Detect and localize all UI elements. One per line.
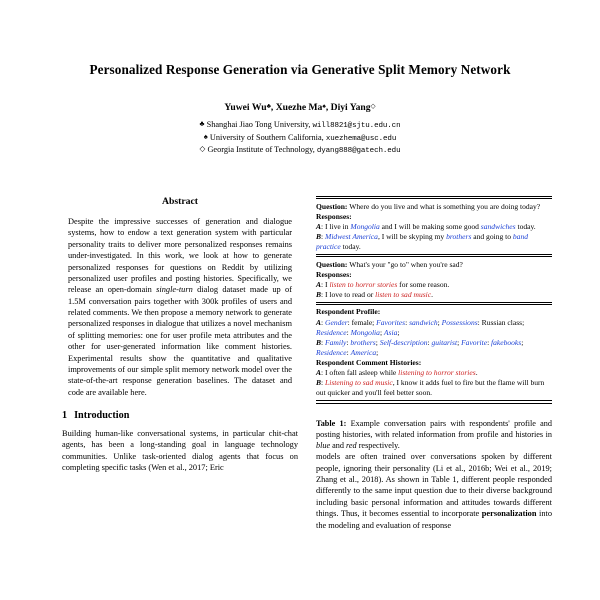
run-blue: Favorites: [376, 317, 406, 327]
table-response-a-1: [316, 222, 552, 232]
run-plain: :: [405, 317, 410, 327]
run-plain: and I will be making some good: [379, 221, 481, 231]
run-blue: Self-description: [379, 337, 428, 347]
right-column: [316, 196, 552, 600]
run-plain: I often fall asleep while: [325, 367, 399, 377]
run-blue: sandwiches: [480, 221, 516, 231]
run-plain: :: [346, 337, 351, 347]
profile-heading: Respondent Profile:: [316, 307, 381, 317]
author-symbol-2: ♠: [322, 102, 326, 110]
run-plain: , I will be skyping my: [377, 231, 447, 241]
responses-label-1: Responses:: [316, 211, 352, 221]
run-blue: Asia: [383, 327, 398, 337]
run-plain: :: [346, 347, 351, 357]
run-plain: .: [475, 367, 478, 377]
author-symbol-1: ♣: [266, 102, 271, 110]
question-text-1: Where do you live and what is something you are doing today?: [347, 201, 541, 211]
run-plain: I: [325, 279, 330, 289]
table-history-heading: [316, 358, 552, 368]
author-name-3: Diyi Yang: [330, 101, 371, 113]
abstract-text-part-1: Despite the impressive successes of generation and dialogue systems, how to endow a text generation system with particular personality traits to deliver more personalized responses remains under-investigated. In this work, we look at how to generate personalized responses for questions on Reddit by utilizing personalized user profiles and posting histories. Specifically, we release an open-domain: [68, 217, 292, 295]
author-name-2: Xuezhe Ma: [275, 101, 323, 113]
run-plain: ;: [375, 337, 380, 347]
run-plain: .: [431, 289, 433, 299]
author-sep-1: ,: [270, 101, 276, 113]
affiliation-list: [0, 115, 600, 157]
run-red: listen to horror stories: [329, 279, 398, 289]
question-text-2: What's your "go to" when you're sad?: [347, 259, 463, 269]
colon: :: [321, 337, 326, 347]
run-blue: Gender: [325, 317, 348, 327]
affiliation-row-3: [30, 144, 570, 157]
run-blue: Mongolia: [350, 327, 380, 337]
speaker-b-4: B: [316, 377, 322, 387]
run-red: listen to sad music: [375, 289, 432, 299]
abstract-text-part-2: dialog dataset made up of 1.5M conversation pairs together with 300k profiles of users and related comments. We then propose a memory network to generate personalized responses in dialogue that utilizes a novel mechanism of splitting memories: one for user profile meta attributes and the other for user-generated information like comment histories. Experimental results show the quantitative and qualitative improvements of our simple split memory network model over the state-of-the-art response generation baselines. The dataset and code are available here.: [68, 285, 292, 397]
speaker-a-4: A: [316, 367, 322, 377]
table-1: [316, 196, 552, 404]
section-title: Introduction: [74, 410, 130, 421]
run-plain: ;: [521, 337, 524, 347]
section-heading-introduction: [62, 410, 298, 421]
speaker-a-3: A: [316, 317, 322, 327]
run-plain: :: [487, 337, 492, 347]
table-history-b: [316, 378, 552, 398]
colon: :: [321, 289, 326, 299]
table-caption: [316, 418, 552, 452]
colon: :: [321, 279, 326, 289]
run-blue: Residence: [316, 327, 347, 337]
run-plain: I love to read or: [325, 289, 376, 299]
speaker-b-2: B: [316, 289, 322, 299]
caption-blue-word: blue: [316, 441, 331, 451]
section-number: 1: [62, 410, 68, 421]
run-plain: ;: [379, 327, 384, 337]
rich-2b: [325, 290, 433, 299]
run-plain: ;: [437, 317, 442, 327]
affiliation-row-2: [30, 132, 570, 145]
responses-label-2: Responses:: [316, 269, 352, 279]
abstract-body: [62, 216, 298, 398]
author-list: [0, 78, 600, 115]
table-profile-a: [316, 318, 552, 338]
abstract-heading: Abstract: [161, 196, 199, 207]
affiliation-email-1: will8821@sjtu.edu.cn: [312, 121, 401, 130]
run-blue: band practice: [316, 231, 528, 251]
table-rule-bottom: [316, 400, 552, 403]
question-label-2: Question:: [316, 259, 348, 269]
rich-1b: [316, 232, 528, 251]
run-plain: : Russian class;: [477, 317, 525, 327]
table-response-b-1: [316, 232, 552, 252]
table-rule-2: [316, 302, 552, 305]
rich-3a: [316, 318, 524, 337]
right-column-paragraph: [316, 451, 552, 531]
table-rule-top: [316, 196, 552, 199]
affiliation-email-2: xuezhema@usc.edu: [325, 134, 397, 143]
rich-4b: [316, 378, 544, 397]
question-label-1: Question:: [316, 201, 348, 211]
run-blue: Family: [325, 337, 347, 347]
table-rule-1: [316, 254, 552, 257]
run-red: listening to horror stories: [398, 367, 476, 377]
right-text-part-1: models are often trained over conversations spoken by different people, ignoring their personality (Li et al., 2016b; Wei et al., 2019; Zhang et al., 2018). As shown in Table 1, different people responded differently to the same input question due to their diverse background including basic personal information and attitudes towards different things. Thus, it becomes essential to incorporate: [316, 452, 552, 519]
caption-label: Table 1:: [316, 418, 347, 428]
rich-1a: [325, 222, 536, 231]
caption-text-1: Example conversation pairs with respondents' profile and posting histories, with related information from profile and histories in: [316, 418, 552, 439]
left-column: [62, 196, 298, 600]
rich-4a: [325, 368, 478, 377]
table-question-1: [316, 202, 552, 212]
run-blue: guitarist: [431, 337, 458, 347]
colon: :: [321, 231, 326, 241]
run-red: Listening to sad music: [325, 377, 393, 387]
caption-text-2: respectively.: [356, 441, 400, 451]
run-blue: sandwich: [409, 317, 438, 327]
colon: :: [321, 317, 326, 327]
run-plain: and going to: [471, 231, 513, 241]
affiliation-institution-1: Shanghai Jiao Tong University,: [206, 119, 311, 129]
run-blue: America: [350, 347, 377, 357]
table-question-2: [316, 260, 552, 270]
right-text-part-2: into the modeling and evaluation of response: [316, 509, 552, 530]
author-sep-2: ,: [325, 101, 331, 113]
run-plain: : female;: [347, 317, 377, 327]
history-heading: Respondent Comment Histories:: [316, 357, 422, 367]
run-plain: for some reason.: [397, 279, 450, 289]
affiliation-institution-2: University of Southern California,: [209, 132, 324, 142]
run-blue: fakebooks: [491, 337, 522, 347]
run-blue: Possessions: [441, 317, 478, 327]
speaker-a-1: A: [316, 221, 322, 231]
affiliation-institution-3: Georgia Institute of Technology,: [207, 145, 315, 155]
run-plain: today.: [340, 241, 361, 251]
run-plain: ;: [397, 327, 400, 337]
rich-2a: [325, 280, 449, 289]
affiliation-email-3: dyang888@gatech.edu: [316, 147, 401, 156]
author-symbol-3: ◇: [370, 102, 376, 110]
colon: :: [321, 367, 326, 377]
caption-red-word: red: [346, 441, 357, 451]
table-profile-heading: [316, 307, 552, 317]
run-blue: Favorite: [461, 337, 488, 347]
run-blue: Residence: [316, 347, 347, 357]
introduction-paragraph: Building human-like conversational systems, in particular chit-chat agents, has been a long-standing goal in language technology communities. Unlike task-oriented dialog agents that focus on completing specific tasks (Wen et al., 2017; Eric: [62, 429, 298, 473]
run-blue: brothers: [350, 337, 376, 347]
run-plain: :: [427, 337, 432, 347]
affiliation-symbol-1: ♣: [199, 118, 205, 128]
run-plain: today.: [515, 221, 536, 231]
caption-mid: and: [330, 441, 347, 451]
page-title: Personalized Response Generation via Generative Split Memory Network: [89, 62, 511, 77]
body-columns: [0, 196, 600, 600]
run-blue: brothers: [446, 231, 472, 241]
speaker-a-2: A: [316, 279, 322, 289]
abstract-italic-term: single-turn: [156, 285, 193, 295]
run-plain: :: [346, 327, 351, 337]
run-plain: I live in: [325, 221, 351, 231]
table-response-a-2: [316, 280, 552, 290]
abstract-paragraph: [68, 216, 292, 398]
table-history-a: [316, 368, 552, 378]
affiliation-row-1: [30, 119, 570, 132]
run-plain: , I know it adds fuel to fire but the flame will burn out quicker and you'll feel better soon.: [316, 377, 545, 397]
colon: :: [321, 377, 326, 387]
table-profile-b: [316, 338, 552, 358]
speaker-b-1: B: [316, 231, 322, 241]
table-responses-label-1: [316, 212, 552, 222]
affiliation-symbol-2: ♠: [203, 131, 208, 141]
run-blue: Mongolia: [350, 221, 380, 231]
rich-3b: [316, 338, 523, 357]
right-bold-term: personalization: [481, 509, 537, 519]
speaker-b-3: B: [316, 337, 322, 347]
affiliation-symbol-3: ◇: [199, 144, 206, 154]
table-responses-label-2: [316, 270, 552, 280]
table-response-b-2: [316, 290, 552, 300]
author-name-1: Yuwei Wu: [224, 101, 267, 113]
colon: :: [321, 221, 326, 231]
run-plain: ;: [376, 347, 379, 357]
run-blue: Midwest America: [325, 231, 378, 241]
run-plain: ;: [457, 337, 462, 347]
